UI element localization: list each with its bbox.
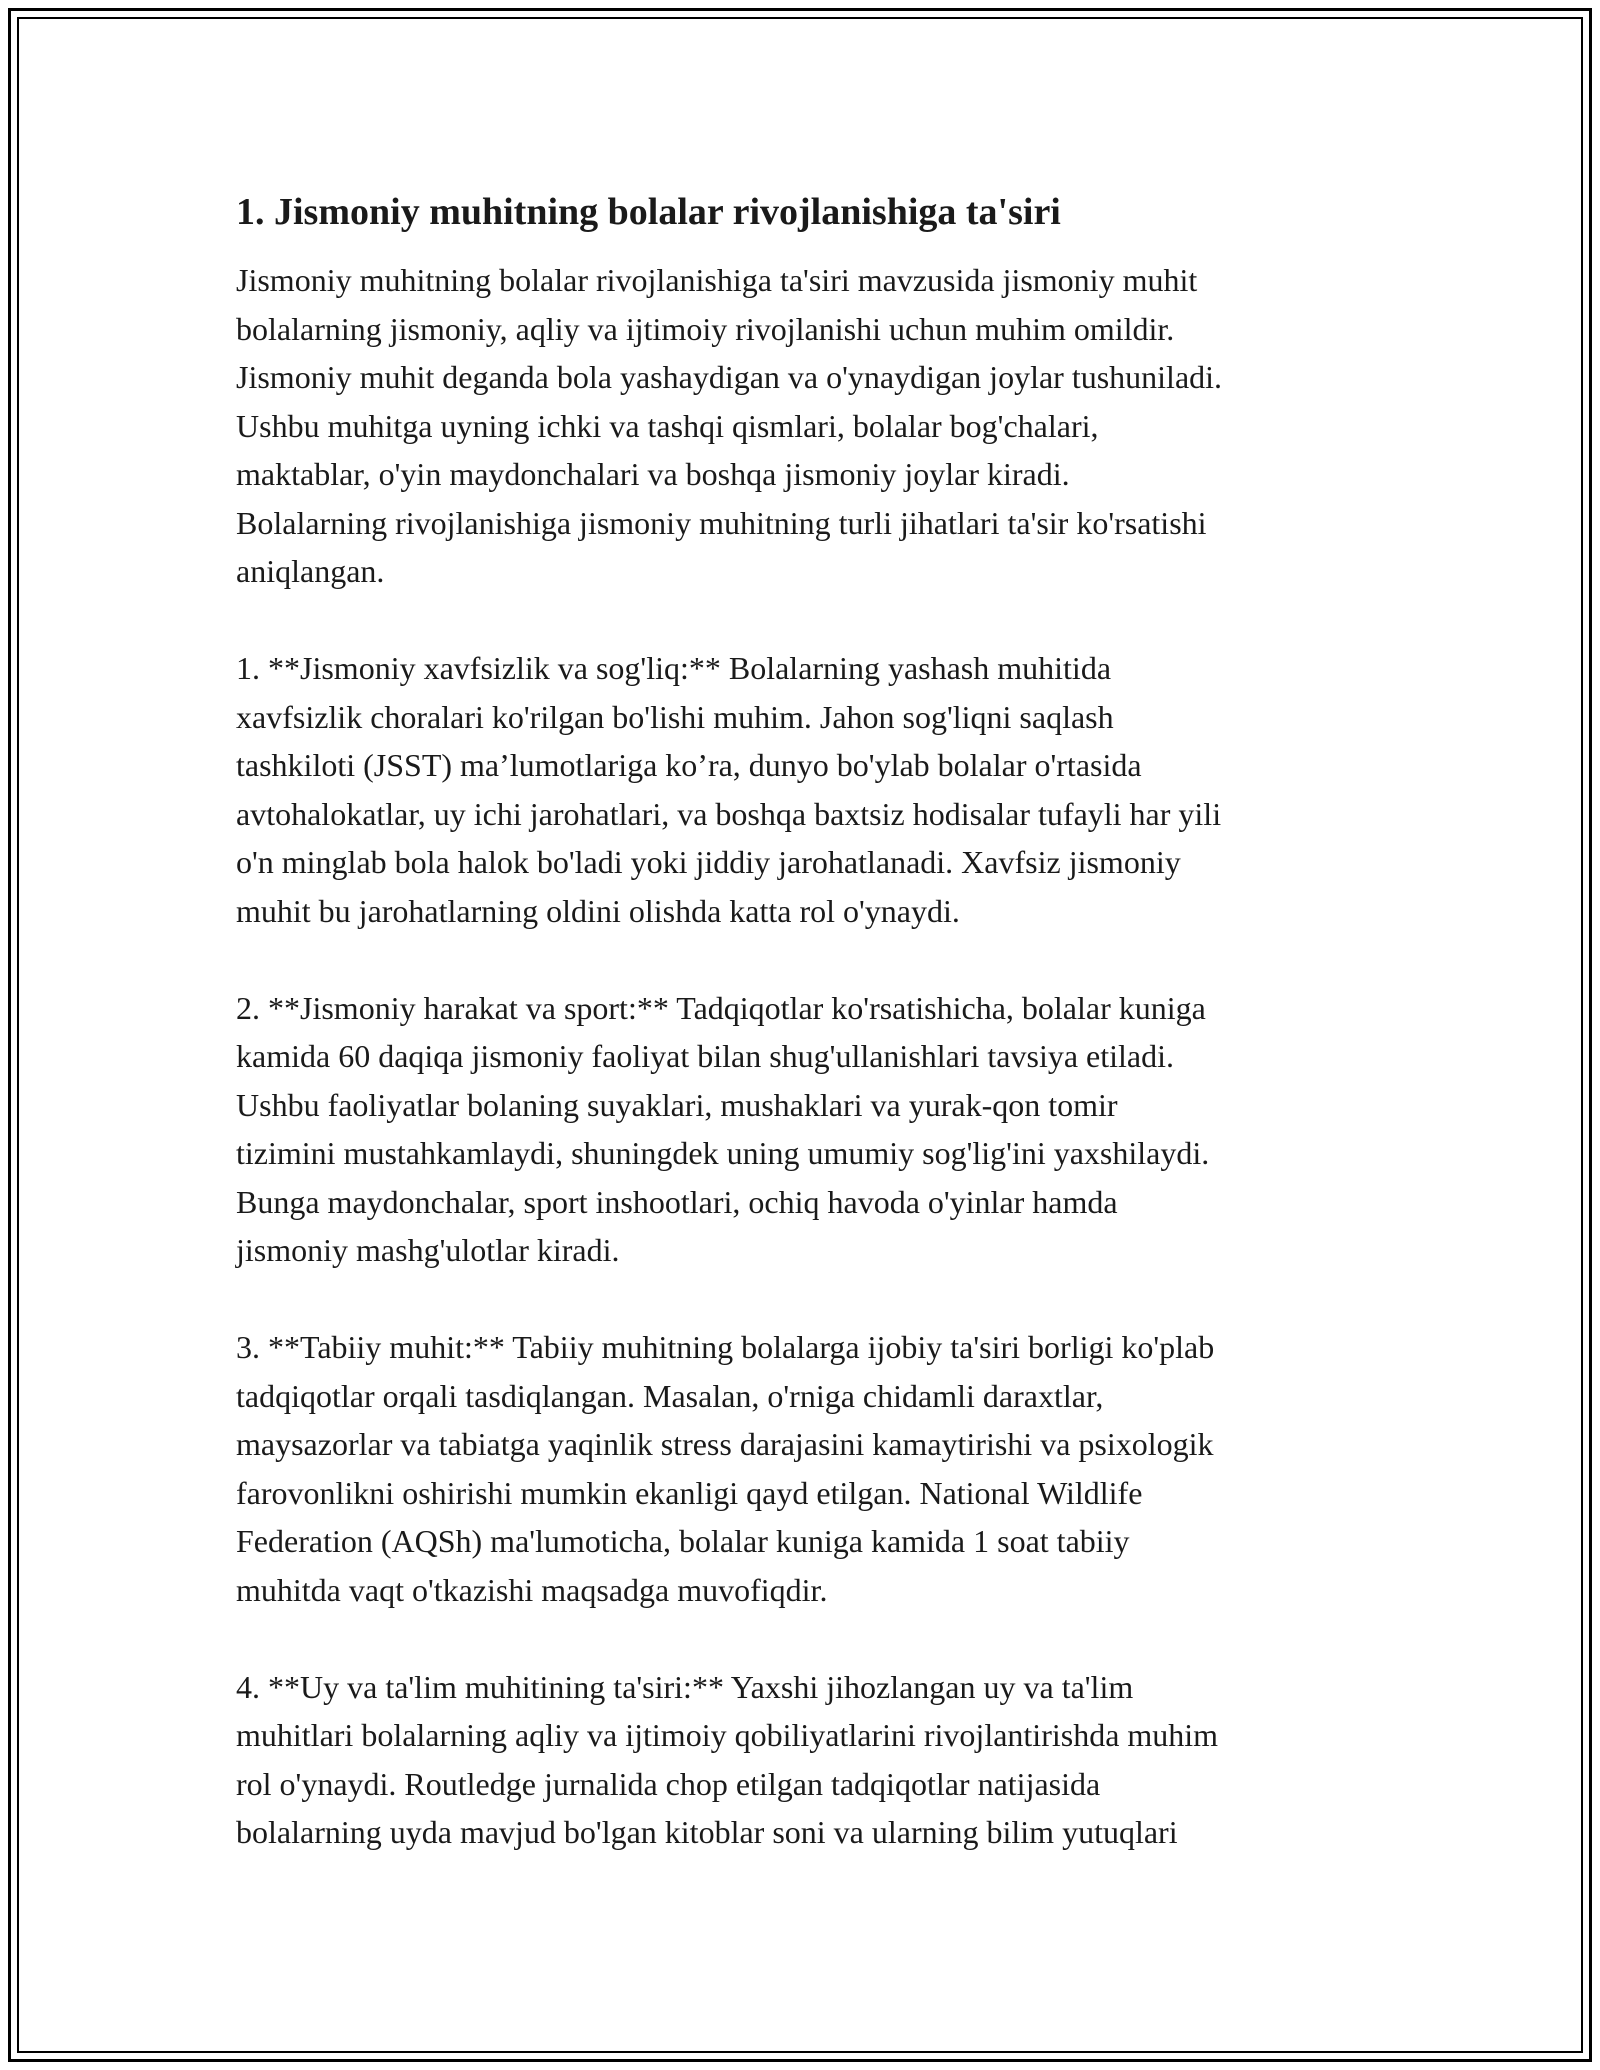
text-line: 2. **Jismoniy harakat va sport:** Tadqiqotlar ko'rsatishicha, bolalar kuniga bbox=[236, 989, 1206, 1026]
text-line: rol o'ynaydi. Routledge jurnalida chop etilgan tadqiqotlar natijasida bbox=[236, 1765, 1101, 1802]
section-heading: 1. Jismoniy muhitning bolalar rivojlanishiga ta'siri bbox=[236, 191, 1061, 233]
text-line: maktablar, o'yin maydonchalari va boshqa jismoniy joylar kiradi. bbox=[236, 456, 1070, 492]
text-line: tashkiloti (JSST) ma’lumotlariga ko’ra, dunyo bo'ylab bolalar o'rtasida bbox=[236, 747, 1142, 783]
text-line: aniqlangan. bbox=[236, 553, 385, 589]
text-line: Federation (AQSh) ma'lumoticha, bolalar kuniga kamida 1 soat tabiiy bbox=[236, 1523, 1130, 1559]
text-line: bolalarning jismoniy, aqliy va ijtimoiy rivojlanishi uchun muhim omildir. bbox=[236, 310, 1175, 347]
text-line: farovonlikni oshirishi mumkin ekanligi qayd etilgan. National Wildlife bbox=[236, 1474, 1143, 1511]
paragraph-item-3-nature bbox=[236, 1323, 1376, 1614]
text-line: xavfsizlik choralari ko'rilgan bo'lishi muhim. Jahon sog'liqni saqlash bbox=[236, 698, 1114, 735]
text-line: muhitda vaqt o'tkazishi maqsadga muvofiqdir. bbox=[236, 1571, 828, 1608]
text-line: muhit bu jarohatlarning oldini olishda katta rol o'ynaydi. bbox=[236, 892, 960, 929]
text-line: tizimini mustahkamlaydi, shuningdek uning umumiy sog'lig'ini yaxshilaydi. bbox=[236, 1135, 1210, 1171]
text-line: 4. **Uy va ta'lim muhitining ta'siri:** Yaxshi jihozlangan uy va ta'lim bbox=[236, 1668, 1134, 1705]
text-line: Jismoniy muhit deganda bola yashaydigan va o'ynaydigan joylar tushuniladi. bbox=[236, 359, 1223, 395]
paragraph-intro bbox=[236, 256, 1376, 596]
text-line: tadqiqotlar orqali tasdiqlangan. Masalan, o'rniga chidamli daraxtlar, bbox=[236, 1377, 1104, 1414]
text-line: bolalarning uyda mavjud bo'lgan kitoblar soni va ularning bilim yutuqlari bbox=[236, 1814, 1178, 1850]
text-line: Bolalarning rivojlanishiga jismoniy muhitning turli jihatlari ta'sir ko'rsatishi bbox=[236, 504, 1207, 541]
text-line: jismoniy mashg'ulotlar kiradi. bbox=[236, 1232, 620, 1268]
text-line: 3. **Tabiiy muhit:** Tabiiy muhitning bolalarga ijobiy ta'siri borligi ko'plab bbox=[236, 1329, 1215, 1365]
text-line: maysazorlar va tabiatga yaqinlik stress darajasini kamaytirishi va psixologik bbox=[236, 1426, 1214, 1462]
text-line: Ushbu muhitga uyning ichki va tashqi qismlari, bolalar bog'chalari, bbox=[236, 407, 1099, 444]
document-body bbox=[236, 188, 1376, 1905]
text-line: o'n minglab bola halok bo'ladi yoki jiddiy jarohatlanadi. Xavfsiz jismoniy bbox=[236, 844, 1181, 880]
text-line: Jismoniy muhitning bolalar rivojlanishiga ta'siri mavzusida jismoniy muhit bbox=[236, 262, 1198, 298]
text-line: muhitlari bolalarning aqliy va ijtimoiy qobiliyatlarini rivojlantirishda muhim bbox=[236, 1717, 1219, 1753]
text-line: 1. **Jismoniy xavfsizlik va sog'liq:** Bolalarning yashash muhitida bbox=[236, 650, 1112, 686]
text-line: Bunga maydonchalar, sport inshootlari, ochiq havoda o'yinlar hamda bbox=[236, 1183, 1118, 1220]
paragraph-item-4-home-education bbox=[236, 1663, 1376, 1857]
paragraph-item-1-safety bbox=[236, 644, 1376, 935]
text-line: avtohalokatlar, uy ichi jarohatlari, va boshqa baxtsiz hodisalar tufayli har yili bbox=[236, 795, 1222, 832]
text-line: Ushbu faoliyatlar bolaning suyaklari, mushaklari va yurak-qon tomir bbox=[236, 1086, 1118, 1123]
text-line: kamida 60 daqiqa jismoniy faoliyat bilan shug'ullanishlari tavsiya etiladi. bbox=[236, 1038, 1175, 1074]
paragraph-item-2-sport bbox=[236, 984, 1376, 1275]
